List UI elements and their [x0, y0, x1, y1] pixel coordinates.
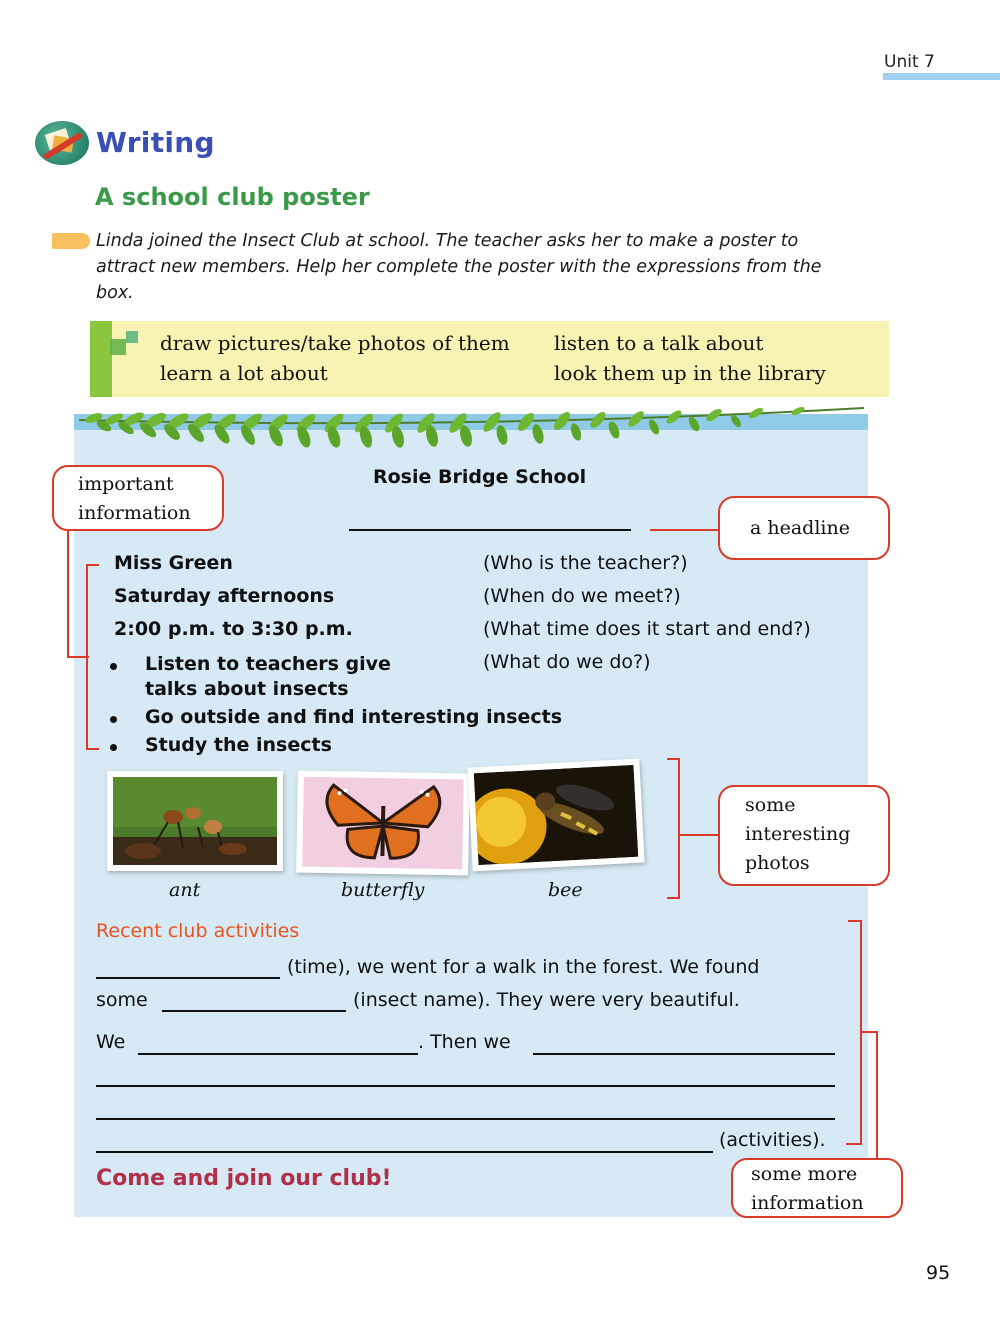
connector-line: [861, 1031, 877, 1033]
caption-ant: ant: [169, 879, 201, 901]
callout-text: important: [78, 473, 174, 495]
headline-blank[interactable]: [349, 529, 631, 531]
blank-line[interactable]: [96, 1085, 835, 1087]
recent-activities-heading: Recent club activities: [96, 920, 300, 942]
question-activities: (What do we do?): [483, 651, 651, 673]
callout-text: photos: [745, 852, 810, 874]
ant-image: [113, 777, 277, 865]
blank-line[interactable]: [96, 1118, 835, 1120]
connector-line: [679, 834, 719, 836]
activity-item: Listen to teachers give: [145, 653, 391, 675]
blank-activity-2[interactable]: [533, 1053, 835, 1055]
callout-text: information: [751, 1192, 864, 1214]
callout-headline: a headline: [718, 496, 890, 560]
activity-item: Study the insects: [145, 734, 332, 756]
callout-text: some more: [751, 1163, 858, 1185]
bracket-line: [848, 920, 862, 922]
bullet-icon: [110, 744, 117, 751]
bee-image: [474, 765, 639, 865]
writing-pen-paper-icon: [35, 121, 89, 165]
question-teacher: (Who is the teacher?): [483, 552, 688, 574]
box-decor-square: [126, 331, 138, 343]
blank-insect-name[interactable]: [162, 1010, 346, 1012]
recent-text: (time), we went for a walk in the forest. We found: [287, 956, 760, 978]
teacher-name: Miss Green: [114, 552, 233, 574]
connector-line: [67, 531, 69, 658]
callout-text: information: [78, 502, 191, 524]
box-accent-strip: [90, 321, 112, 397]
connector-line: [650, 529, 720, 531]
fern-leaf-icon: [74, 402, 874, 454]
caption-bee: bee: [548, 879, 583, 901]
caption-butterfly: butterfly: [341, 879, 425, 901]
instruction-marker-icon: [52, 233, 90, 249]
bullet-icon: [110, 716, 117, 723]
activity-item: Go outside and find interesting insects: [145, 706, 563, 728]
butterfly-image: [302, 777, 464, 870]
closing-call-to-action: Come and join our club!: [96, 1166, 392, 1191]
callout-more-information: [731, 1158, 903, 1218]
blank-time[interactable]: [96, 977, 280, 979]
bracket-line: [86, 564, 88, 750]
bracket-line: [846, 1143, 862, 1145]
recent-text: . Then we: [418, 1031, 511, 1053]
activity-item-continued: talks about insects: [145, 678, 349, 700]
section-subtitle: A school club poster: [95, 183, 370, 211]
bracket-line: [86, 748, 99, 750]
expression-box: [90, 321, 889, 397]
bracket-line: [667, 897, 680, 899]
photo-bee: [467, 759, 644, 872]
recent-text: (activities).: [719, 1129, 826, 1151]
callout-photos: [718, 785, 890, 886]
page-number: 95: [926, 1262, 951, 1284]
callout-important-information: [52, 465, 224, 531]
blank-line[interactable]: [96, 1151, 713, 1153]
expression-item: listen to a talk about: [554, 331, 764, 355]
recent-text: some: [96, 989, 148, 1011]
callout-text: some: [745, 794, 796, 816]
meeting-day: Saturday afternoons: [114, 585, 335, 607]
instruction-text: Linda joined the Insect Club at school. The teacher asks her to make a poster to attract new members. Help her complete the poster with the expressions from the box.: [96, 231, 822, 303]
bullet-icon: [110, 663, 117, 670]
bracket-line: [667, 758, 680, 760]
question-time: (What time does it start and end?): [483, 618, 811, 640]
bracket-line: [678, 758, 680, 899]
question-meet: (When do we meet?): [483, 585, 681, 607]
callout-text: interesting: [745, 823, 851, 845]
box-decor-square: [110, 339, 126, 355]
blank-activity-1[interactable]: [138, 1053, 418, 1055]
meeting-time: 2:00 p.m. to 3:30 p.m.: [114, 618, 353, 640]
unit-accent-bar: [883, 73, 1000, 80]
connector-line: [876, 1031, 878, 1159]
recent-text: We: [96, 1031, 126, 1053]
expression-item: look them up in the library: [554, 361, 826, 385]
expression-item: draw pictures/take photos of them: [160, 331, 510, 355]
expression-item: learn a lot about: [160, 361, 328, 385]
recent-text: (insect name). They were very beautiful.: [353, 989, 740, 1011]
bracket-line: [86, 564, 99, 566]
unit-label: Unit 7: [884, 52, 935, 72]
section-title: Writing: [96, 126, 215, 159]
school-name: Rosie Bridge School: [373, 466, 587, 488]
photo-butterfly: [296, 771, 470, 876]
photo-ant: [107, 771, 283, 871]
